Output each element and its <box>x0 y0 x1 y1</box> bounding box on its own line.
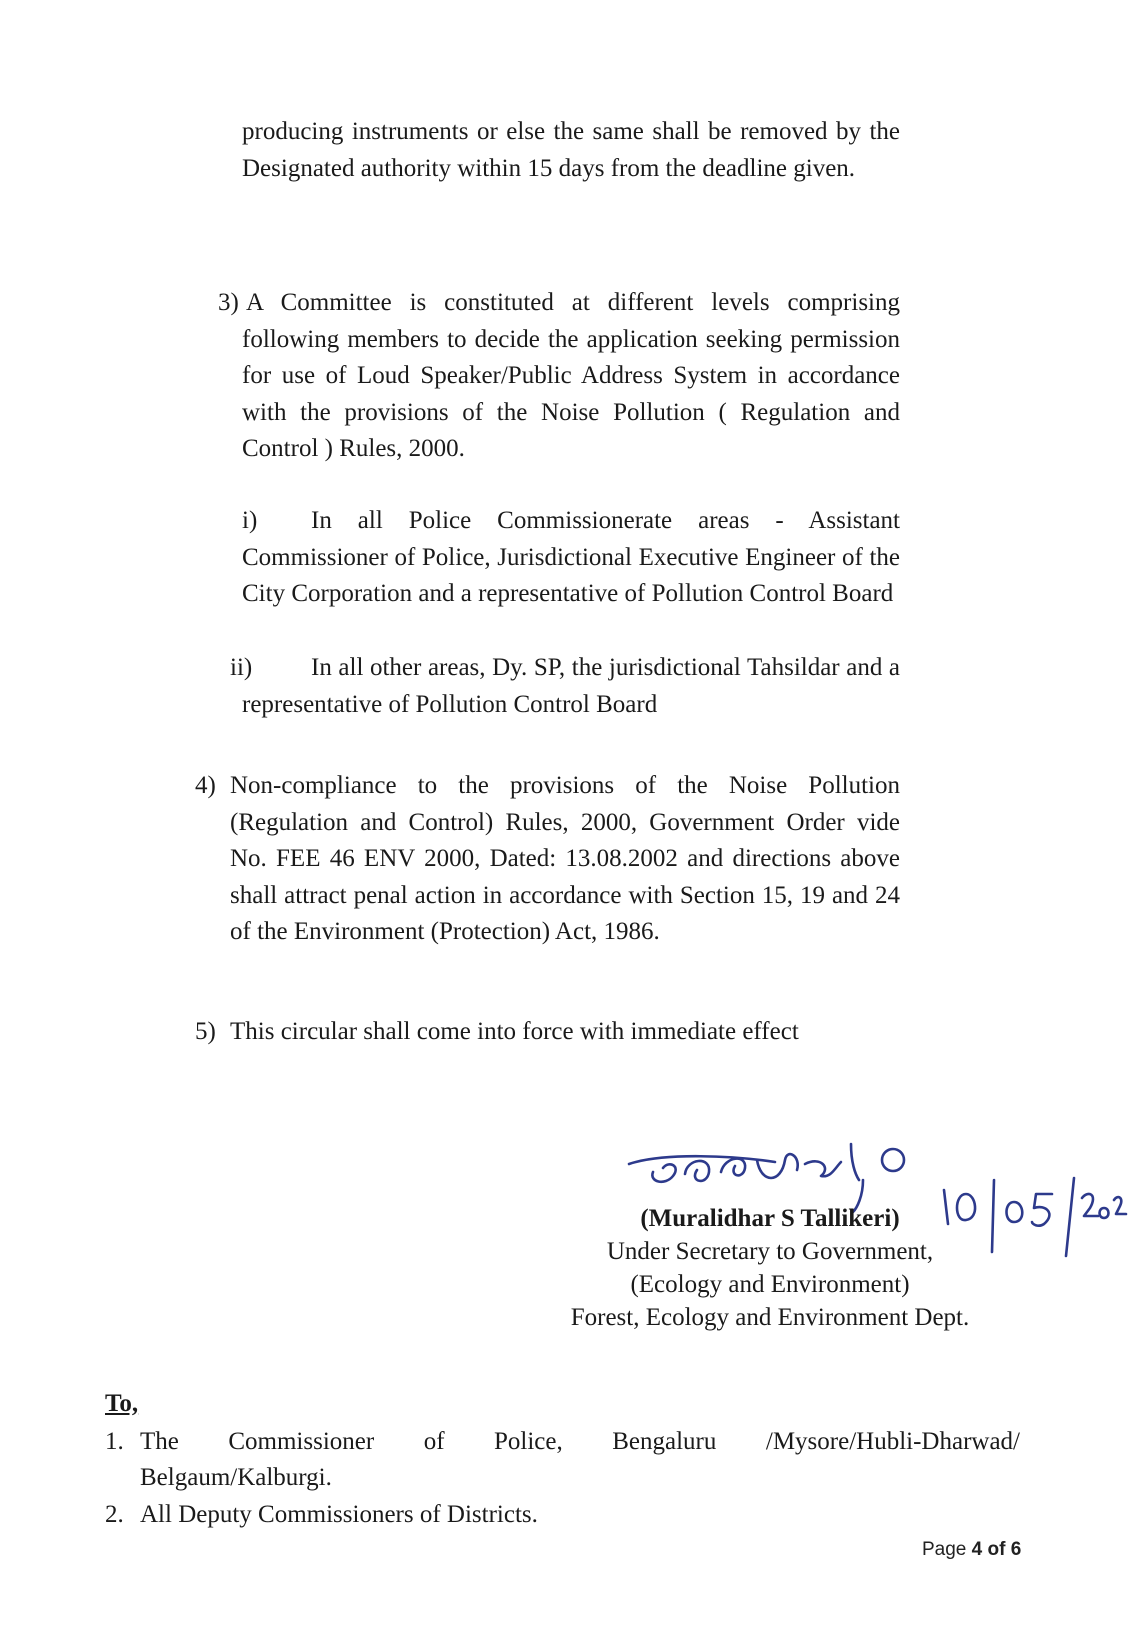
signatory-department: Forest, Ecology and Environment Dept. <box>570 1304 970 1331</box>
recipient-2-text: All Deputy Commissioners of Districts. <box>140 1501 538 1528</box>
page-word: Page <box>922 1539 967 1560</box>
clause-5-text: This circular shall come into force with immediate effect <box>230 1018 799 1045</box>
sub-item-i-marker: i) <box>242 507 258 534</box>
recipients-heading: To, <box>105 1390 139 1417</box>
page-total: 6 <box>1010 1539 1022 1560</box>
page-current: 4 <box>971 1539 983 1560</box>
recipient-2-number: 2. <box>105 1501 124 1528</box>
clause-4-text: Non-compliance to the provisions of the Noise Pollution (Regulation and Control) Rules, 2000, Government Order vide No. FEE 46 ENV 2000, Dated: 13.08.2002 and directions above shall attract penal action in accordance with Section 15, 19 and 24 of the Environment (Protection) Act, 1986. <box>230 772 900 945</box>
sub-item-i-text: In all Police Commissionerate areas - Assistant Commissioner of Police, Jurisdictional Executive Engineer of the City Corporation and a representative of Pollution Control Board <box>242 507 900 607</box>
page-of: of <box>987 1539 1006 1560</box>
signatory-section: (Ecology and Environment) <box>630 1271 910 1298</box>
continuation-paragraph: producing instruments or else the same shall be removed by the Designated authority within 15 days from the deadline given. <box>242 118 900 182</box>
clause-4-marker: 4) <box>195 772 216 799</box>
clause-3-marker: 3) <box>218 289 239 316</box>
clause-5-marker: 5) <box>195 1018 216 1045</box>
clause-3-text: A Committee is constituted at different levels comprising following members to decide the application seeking permission for use of Loud Speaker/Public Address System in accordance with the provisions of the Noise Pollution ( Regulation and Control ) Rules, 2000. <box>242 289 900 462</box>
recipient-1-number: 1. <box>105 1428 124 1455</box>
page-number <box>922 1539 1021 1561</box>
recipient-1-text: The Commissioner of Police, Bengaluru /Mysore/Hubli-Dharwad/ Belgaum/Kalburgi. <box>140 1428 1020 1491</box>
sub-item-ii-marker: ii) <box>230 654 253 681</box>
signatory-designation: Under Secretary to Government, <box>606 1238 934 1265</box>
sub-item-ii-text: In all other areas, Dy. SP, the jurisdictional Tahsildar and a representative of Pollution Control Board <box>242 654 900 718</box>
signatory-name: (Muralidhar S Tallikeri) <box>640 1205 900 1232</box>
